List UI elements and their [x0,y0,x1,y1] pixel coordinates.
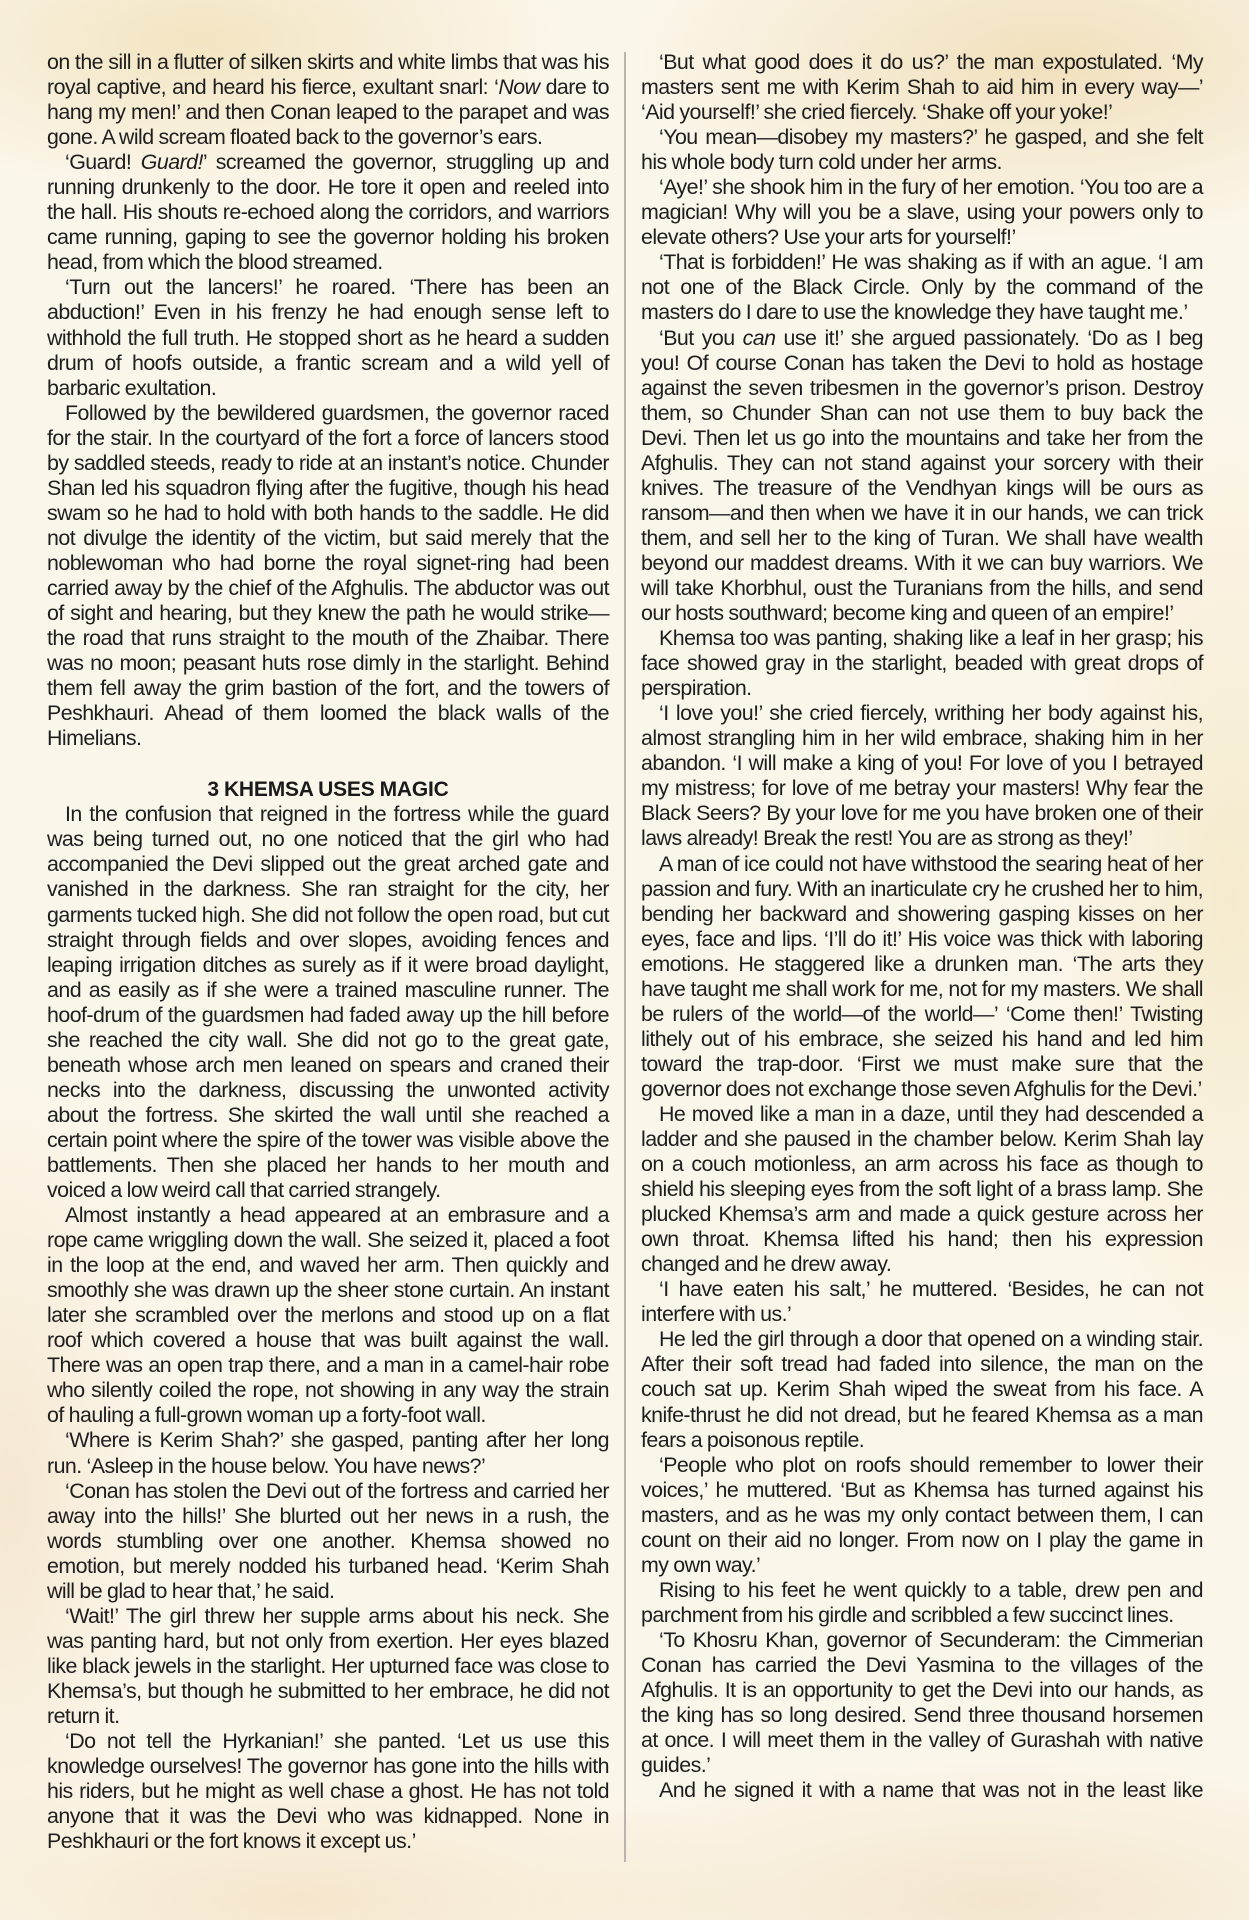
text-run: ‘Turn out the lancers!’ he roared. ‘There has been an abduction!’ Even in his frenzy he had enough sense left to withhold the full truth. He stopped short as he heard a sudden drum of hoofs outside, a frantic scream and a wild yell of barbaric exultation. [47,275,609,400]
paragraph [47,1729,609,1854]
paragraph [47,802,609,1203]
text-run: ‘But what good does it do us?’ the man expostulated. ‘My masters sent me with Kerim Shah to aid him in every way—’ ‘Aid yourself!’ she cried fiercely. ‘Shake off your yoke!’ [641,50,1203,125]
text-run: And he signed it with a name that was not in the least like [659,1778,1203,1803]
text-run: A man of ice could not have withstood the searing heat of her passion and fury. With an inarticulate cry he crushed her to him, bending her backward and showering gasping kisses on her eyes, face and lips. ‘I’ll do it!’ His voice was thick with laboring emotions. He staggered like a drunken man. ‘The arts they have taught me shall work for me, not for my masters. We shall be rulers of the world—of the world—’ ‘Come then!’ Twisting lithely out of his embrace, she seized his hand and led him toward the trap-door. ‘First we must make sure that the governor does not exchange those seven Afghulis for the Devi.’ [641,851,1203,1101]
text-run: Khemsa too was panting, shaking like a leaf in her grasp; his face showed gray in the starlight, beaded with great drops of perspiration. [641,626,1203,701]
paragraph [641,1628,1203,1778]
paragraph [47,401,609,752]
italic-text: Now [498,75,540,100]
text-run: ‘Guard! [65,150,141,175]
paragraph [47,1428,609,1478]
left-column-paragraphs-before-heading [47,50,609,751]
text-run: He led the girl through a door that opened on a winding stair. After their soft tread had faded into silence, the man on the couch sat up. Kerim Shah wiped the sweat from his face. A knife-thrust he did not dread, but he feared Khemsa as a man fears a poisonous reptile. [641,1327,1203,1452]
text-run: ‘I have eaten his salt,’ he muttered. ‘Besides, he can not interfere with us.’ [641,1277,1203,1327]
text-run: ‘That is forbidden!’ He was shaking as if with an ague. ‘I am not one of the Black Circle. Only by the command of the masters do I dare to use the knowledge they have taught me.’ [641,250,1203,325]
paragraph [641,175,1203,250]
paragraph [641,50,1203,125]
left-column [47,50,609,1854]
text-run: Almost instantly a head appeared at an embrasure and a rope came wriggling down the wall. She seized it, placed a foot in the loop at the end, and waved her arm. Then quickly and smoothly she was drawn up the sheer stone curtain. An instant later she scrambled over the merlons and stood up on a flat roof which covered a house that was built against the wall. There was an open trap there, and a man in a camel-hair robe who silently coiled the rope, not showing in any way the strain of hauling a full-grown woman up a forty-foot wall. [47,1203,609,1428]
paragraph [641,250,1203,325]
paragraph [641,1453,1203,1578]
text-run: ‘People who plot on roofs should remember to lower their voices,’ he muttered. ‘But as Khemsa has turned against his masters, and as he was my only contact between them, I can count on their aid no longer. From now on I play the game in my own way.’ [641,1452,1203,1577]
paragraph [641,326,1203,627]
paragraph [47,1604,609,1729]
paragraph [641,1778,1203,1803]
text-run: ‘Wait!’ The girl threw her supple arms about his neck. She was panting hard, but not only from exertion. Her eyes blazed like black jewels in the starlight. Her upturned face was close to Khemsa’s, but though he submitted to her embrace, he did not return it. [47,1603,609,1728]
text-run: ‘Where is Kerim Shah?’ she gasped, panting after her long run. ‘Asleep in the house below. You have news?’ [47,1428,609,1478]
text-run: ‘Conan has stolen the Devi out of the fortress and carried her away into the hills!’ She blurted out her news in a rush, the words stumbling over one another. Khemsa showed no emotion, but merely nodded his turbaned head. ‘Kerim Shah will be glad to hear that,’ he said. [47,1478,609,1603]
italic-text: can [742,325,776,350]
paragraph [641,626,1203,701]
text-run: ‘Do not tell the Hyrkanian!’ she panted. ‘Let us use this knowledge ourselves! The governor has gone into the hills with his riders, but he might as well chase a ghost. He has not told anyone that it was the Devi who was kidnapped. None in Peshkhauri or the fort knows it except us.’ [47,1729,609,1854]
italic-text: Guard! [140,150,203,175]
text-run: ‘I love you!’ she cried fiercely, writhing her body against his, almost strangling him in her wild embrace, shaking him in her abandon. ‘I will make a king of you! For love of you I betrayed my mistress; for love of me betray your masters! Why fear the Black Seers? By your love for me you have broken one of their laws already! Break the rest! You are as strong as they!’ [641,701,1203,851]
text-run: In the confusion that reigned in the fortress while the guard was being turned out, no one noticed that the girl who had accompanied the Devi slipped out the great arched gate and vanished in the darkness. She ran straight for the city, her garments tucked high. She did not follow the open road, but cut straight through fields and over slopes, avoiding fences and leaping irrigation ditches as surely as if it were broad daylight, and as easily as if she were a trained masculine runner. The hoof-drum of the guardsmen had faded away up the hill before she reached the city wall. She did not go to the great gate, beneath whose arch men leaned on spears and craned their necks into the darkness, discussing the unwonted activity about the fortress. She skirted the wall until she reached a certain point where the spire of the tower was visible above the battlements. Then she placed her hands to her mouth and voiced a low weird call that carried strangely. [47,802,609,1203]
text-run: ‘But you [659,325,743,350]
text-run: He moved like a man in a daze, until they had descended a ladder and she paused in the chamber below. Kerim Shah lay on a couch motionless, an arm across his face as though to shield his sleeping eyes from the soft light of a brass lamp. She plucked Khemsa’s arm and made a quick gesture across her own throat. Khemsa lifted his hand; then his expression changed and he drew away. [641,1101,1203,1277]
text-run: Rising to his feet he went quickly to a table, drew pen and parchment from his girdle and scribbled a few succinct lines. [641,1577,1203,1627]
right-column [641,50,1203,1803]
paragraph [641,1578,1203,1628]
paragraph [641,1102,1203,1277]
text-run: use it!’ she argued passionately. ‘Do as I beg you! Of course Conan has taken the Devi to hold as hostage against the seven tribesmen in the governor’s prison. Destroy them, so Chunder Shan can not use them to buy back the Devi. Then let us go into the mountains and take her from the Afghulis. They can not stand against your sorcery with their knives. The treasure of the Vendhyan kings will be ours as ransom—and then when we have it in our hands, we can trick them, and sell her to the king of Turan. We shall have wealth beyond our maddest dreams. With it we can buy warriors. We will take Khorbhul, oust the Turanians from the hills, and send our hosts southward; become king and queen of an empire!’ [641,325,1203,626]
paragraph [47,50,609,150]
paragraph [641,125,1203,175]
text-run: Followed by the bewildered guardsmen, the governor raced for the stair. In the courtyard of the fort a force of lancers stood by saddled steeds, ready to ride at an instant’s notice. Chunder Shan led his squadron flying after the fugitive, though his head swam so he had to hold with both hands to the saddle. He did not divulge the identity of the victim, but said merely that the noblewoman who had borne the royal signet-ring had been carried away by the chief of the Afghulis. The abductor was out of sight and hearing, but they knew the path he would strike—the road that runs straight to the mouth of the Zhaibar. There was no moon; peasant huts rose dimly in the starlight. Behind them fell away the grim bastion of the fort, and the towers of Peshkhauri. Ahead of them loomed the black walls of the Himelians. [47,400,609,751]
column-divider [624,52,626,1862]
text-run: ’ screamed the governor, struggling up and running drunkenly to the door. He tore it open and reeled into the hall. His shouts re-echoed along the corridors, and warriors came running, gaping to see the governor holding his broken head, from which the blood streamed. [47,150,609,275]
left-column-paragraphs-after-heading [47,802,609,1854]
text-run: ‘You mean—disobey my masters?’ he gasped, and she felt his whole body turn cold under her arms. [641,125,1203,175]
paragraph [47,275,609,400]
paragraph [47,1479,609,1604]
right-column-paragraphs [641,50,1203,1803]
paragraph [47,150,609,275]
chapter-heading: 3 KHEMSA USES MAGIC [207,778,449,802]
paragraph [641,1277,1203,1327]
text-run: dare to hang my men!’ and then Conan leaped to the parapet and was gone. A wild scream floated back to the governor’s ears. [47,75,609,150]
text-run: on the sill in a flutter of silken skirts and white limbs that was his royal captive, and heard his fierce, exultant snarl: ‘ [47,50,609,100]
paragraph [641,1327,1203,1452]
paragraph [641,701,1203,851]
paragraph [641,852,1203,1102]
paragraph [47,1203,609,1428]
text-run: ‘To Khosru Khan, governor of Secunderam: the Cimmerian Conan has carried the Devi Yasmina to the villages of the Afghulis. It is an opportunity to get the Devi into our hands, as the king has so long desired. Send three thousand horsemen at once. I will meet them in the valley of Gurashah with native guides.’ [641,1627,1203,1778]
text-run: ‘Aye!’ she shook him in the fury of her emotion. ‘You too are a magician! Why will you be a slave, using your powers only to elevate others? Use your arts for yourself!’ [641,175,1203,250]
